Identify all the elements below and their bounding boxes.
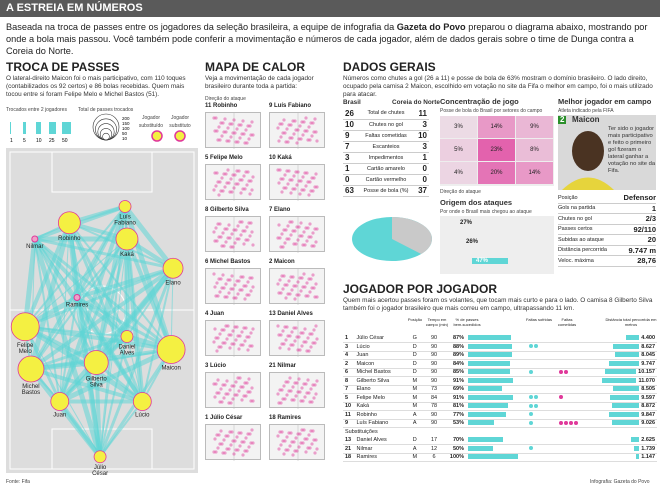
player-label: Alves xyxy=(119,350,135,357)
player-node xyxy=(157,336,185,364)
player-label: Maicon xyxy=(161,365,181,372)
passes-legend xyxy=(6,112,198,146)
legend-total-value: 200 xyxy=(122,116,130,121)
player-node xyxy=(84,351,108,375)
heat-map xyxy=(205,112,261,148)
distance-bar xyxy=(631,437,639,442)
heat-map xyxy=(205,164,261,200)
general-row: 26 Total de chutes 11 xyxy=(345,108,427,118)
legend-total-circle xyxy=(103,133,110,140)
heat-player-label: 4 Juan xyxy=(205,311,225,317)
heat-map xyxy=(269,268,325,304)
heat-map xyxy=(269,320,325,356)
passes-network xyxy=(6,148,198,477)
distance-bar xyxy=(605,369,636,374)
player-node xyxy=(51,393,69,411)
player-node xyxy=(121,331,133,343)
player-row: 2 Maicon D 90 84% 9.747 xyxy=(345,360,655,367)
player-row: 11 Robinho A 90 77% 9.847 xyxy=(345,411,655,418)
best-stats xyxy=(558,193,656,267)
origin-value: 27% xyxy=(460,220,473,226)
player-row: 1 Júlio César G 90 87% 4.400 xyxy=(345,335,655,341)
legend-link-mark xyxy=(36,122,41,134)
distance-bar xyxy=(613,386,639,391)
foul-suffered-dot xyxy=(529,395,533,399)
pass-pct-bar xyxy=(468,369,511,374)
heat-title: MAPA DE CALOR xyxy=(205,60,305,74)
concentration-cell: 23% xyxy=(478,139,515,161)
player-row: 10 Kaká M 78 81% 8.872 xyxy=(345,403,655,410)
heat-text: Veja a movimentação de cada jogador brasileiro durante toda a partida: xyxy=(205,75,314,90)
heat-map xyxy=(269,424,325,460)
concentration-cell: 9% xyxy=(516,116,553,138)
concentration-cell: 20% xyxy=(478,162,515,184)
foul-committed-dot xyxy=(564,370,568,374)
player-row: 13 Daniel Alves D 17 70% 2.625 xyxy=(345,437,655,443)
pass-pct-bar xyxy=(468,386,503,391)
legend-sub-label: Jogador substituído xyxy=(138,115,164,129)
player-node xyxy=(18,356,44,382)
pass-pct-bar xyxy=(468,454,518,459)
concentration-title: Concentração de jogo xyxy=(440,97,519,106)
pass-pct-bar xyxy=(468,378,514,383)
legend-link-value: 50 xyxy=(62,138,68,144)
heat-player-label: 1 Júlio César xyxy=(205,415,243,421)
legend-total-circle xyxy=(93,114,119,140)
passes-title: TROCA DE PASSES xyxy=(6,60,120,74)
origin-title: Origem dos ataques xyxy=(440,198,513,207)
legend-total-circle xyxy=(98,124,114,140)
per-player-header: Distância total percorrida em metros xyxy=(605,317,657,327)
legend-total-value: 50 xyxy=(122,131,128,136)
heat-map xyxy=(269,216,325,252)
foul-suffered-dot xyxy=(529,404,533,408)
foul-suffered-dot xyxy=(529,344,533,348)
heat-map xyxy=(269,164,325,200)
legend-link-value: 10 xyxy=(36,138,42,144)
legend-substitute-icon xyxy=(175,131,185,141)
heat-map xyxy=(269,372,325,408)
heat-player-label: 10 Kaká xyxy=(269,155,292,161)
player-row: 4 Juan D 90 89% 8.045 xyxy=(345,352,655,359)
foul-committed-dot xyxy=(569,421,573,425)
best-stat-row: Veloc. máxima 28,76 xyxy=(558,256,656,266)
passes-pitch xyxy=(6,148,198,477)
origin-value: 47% xyxy=(472,258,508,264)
best-stat-row: Distância percorrida 9.747 m xyxy=(558,245,656,255)
per-player-header: Faltas cometidas xyxy=(557,317,577,327)
heat-direction: Direção do ataque xyxy=(205,96,246,102)
player-label: Fabiano xyxy=(114,220,136,227)
best-stat-row: Gols na partida 1 xyxy=(558,203,656,213)
player-row: 21 Nilmar A 12 50% 1.739 xyxy=(345,445,655,452)
player-label: Elano xyxy=(165,280,181,287)
best-num: 2 xyxy=(560,115,565,124)
player-node xyxy=(163,258,183,278)
general-row: 9 Faltas cometidas 10 xyxy=(345,131,427,140)
general-stats-table xyxy=(343,108,429,197)
player-node xyxy=(58,212,80,234)
foul-suffered-dot xyxy=(534,344,538,348)
player-label: Júlio xyxy=(93,464,107,471)
origin-diagram xyxy=(440,216,554,274)
concentration-cell: 5% xyxy=(440,139,477,161)
foul-suffered-dot xyxy=(534,395,538,399)
best-stat-row: Subidas ao ataque 20 xyxy=(558,235,656,245)
heat-map xyxy=(205,372,261,408)
per-player-headers xyxy=(343,318,657,334)
per-player-table xyxy=(343,334,657,462)
player-node xyxy=(119,201,131,213)
foul-committed-dot xyxy=(559,395,563,399)
player-label: Felipe xyxy=(17,342,34,349)
foul-suffered-dot xyxy=(529,370,533,374)
foul-committed-dot xyxy=(559,370,563,374)
player-row: 6 Michel Bastos D 90 85% 10.157 xyxy=(345,369,655,376)
concentration-cell: 14% xyxy=(516,162,553,184)
player-label: Robinho xyxy=(58,235,81,242)
heat-map xyxy=(269,112,325,148)
heat-map xyxy=(205,424,261,460)
per-player-title: JOGADOR POR JOGADOR xyxy=(343,282,498,296)
foul-committed-dot xyxy=(574,421,578,425)
general-row: 10 Chutes no gol 3 xyxy=(345,120,427,129)
concentration-sub: Posse de bola do Brasil por setores do campo xyxy=(440,108,543,114)
header-bar xyxy=(0,0,660,17)
foul-committed-dot xyxy=(559,421,563,425)
possession-chart xyxy=(348,203,436,263)
distance-bar xyxy=(626,335,640,340)
pass-pct-bar xyxy=(468,335,512,340)
pass-pct-bar xyxy=(468,352,513,357)
legend-total-value: 10 xyxy=(122,136,128,141)
best-sub: Atleta indicado pela FIFA xyxy=(558,108,614,114)
per-player-header: % de passes bem-sucedidos xyxy=(453,317,481,327)
legend-link-mark xyxy=(10,122,11,134)
best-name: Maicon xyxy=(572,115,600,124)
player-label: Silva xyxy=(89,382,103,389)
player-label: Nilmar xyxy=(26,244,44,250)
foul-suffered-dot xyxy=(534,404,538,408)
legend-substituted-icon xyxy=(152,131,162,141)
legend-links-label: Trocados entre 2 jogadores xyxy=(6,107,67,113)
player-node xyxy=(94,451,106,463)
player-node xyxy=(11,313,39,341)
player-label: César xyxy=(92,470,109,477)
heat-player-label: 18 Ramires xyxy=(269,415,302,421)
player-label: Juan xyxy=(53,412,67,419)
legend-link-mark xyxy=(23,122,26,134)
player-node xyxy=(74,295,80,301)
foul-suffered-dot xyxy=(529,421,533,425)
best-title: Melhor jogador em campo xyxy=(558,97,652,106)
per-player-header: Tempo em campo (min) xyxy=(425,317,449,327)
legend-link-mark xyxy=(49,122,56,134)
distance-bar xyxy=(636,454,640,459)
general-row: 7 Escanteios 3 xyxy=(345,142,427,151)
concentration-cell: 3% xyxy=(440,116,477,138)
player-row: 7 Elano M 73 69% 8.505 xyxy=(345,386,655,393)
pass-pct-bar xyxy=(468,403,509,408)
concentration-cell: 14% xyxy=(478,116,515,138)
player-node xyxy=(32,236,38,242)
concentration-dir: Direção do ataque xyxy=(440,189,481,195)
per-player-text: Quem mais acertou passes foram os volantes, que tocam mais curto e para o lado. O camisa 8 Gilberto Silva também foi o jogador brasileiro que mais correu em campo, ultrapassando 11 km. xyxy=(343,297,653,312)
player-row: 8 Gilberto Silva M 90 91% 11.070 xyxy=(345,377,655,384)
heat-player-label: 6 Michel Bastos xyxy=(205,259,251,265)
heat-player-label: 5 Felipe Melo xyxy=(205,155,243,161)
general-title: DADOS GERAIS xyxy=(343,60,436,74)
col-coreia: Coreia do Norte xyxy=(392,99,440,106)
player-label: Luís xyxy=(119,214,131,221)
player-label: Lúcio xyxy=(135,412,150,419)
general-text: Números como chutes a gol (26 a 11) e posse de bola de 63% mostram o domínio brasileiro. O lado direito, ocupado pela camisa 2 Maicon, escolhido em votação no site da Fifa o melhor em campo, foi o mais utilizado para atacar. xyxy=(343,75,653,98)
legend-link-value: 1 xyxy=(10,138,13,144)
distance-bar xyxy=(613,344,639,349)
pass-pct-bar xyxy=(468,395,514,400)
footer-credit: Infografia: Gazeta do Povo xyxy=(590,479,650,485)
distance-bar xyxy=(634,446,639,451)
player-row: 9 Luís Fabiano A 90 53% 9.026 xyxy=(345,420,655,427)
legend-subd-label: Jogador substituto xyxy=(169,115,191,129)
pass-pct-bar xyxy=(468,412,507,417)
origin-sub: Por onde o Brasil mais chegou ao ataque xyxy=(440,209,532,215)
best-text: Ter sido o jogador mais participativo e feito o primeiro gol fizeram o lateral ganhar a votação no site da Fifa. xyxy=(608,126,656,174)
legend-total-label: Total de passes trocados xyxy=(78,107,134,113)
legend-link-value: 25 xyxy=(49,138,55,144)
distance-bar xyxy=(602,378,636,383)
col-brasil: Brasil xyxy=(343,99,361,106)
heat-map xyxy=(205,216,261,252)
best-stat-row: Passes certos 92/110 xyxy=(558,224,656,234)
distance-bar xyxy=(615,352,640,357)
legend-link-value: 5 xyxy=(23,138,26,144)
player-label: Michel xyxy=(22,384,40,390)
heat-player-label: 13 Daniel Alves xyxy=(269,311,313,317)
general-row: 1 Cartão amarelo 0 xyxy=(345,164,427,173)
origin-value: 26% xyxy=(466,239,479,245)
legend-total-circle xyxy=(95,119,116,140)
general-row: 3 Impedimentos 1 xyxy=(345,153,427,162)
player-node xyxy=(133,393,151,411)
player-label: Ramires xyxy=(65,302,89,309)
pass-pct-bar xyxy=(468,344,512,349)
passes-text: O lateral-direito Maicon foi o mais participativo, com 110 toques (contabilizados os 92 certos) e 86 bolas recebidas. Quem mais tocou entre si foram Felipe Melo e Michel Bastos (51). xyxy=(6,75,186,98)
player-row: 18 Ramires M 6 100% 1.147 xyxy=(345,454,655,461)
distance-bar xyxy=(609,361,639,366)
per-player-header: Faltas sofridas xyxy=(525,317,552,322)
player-node xyxy=(116,228,138,250)
footer-source: Fonte: Fifa xyxy=(6,479,30,485)
distance-bar xyxy=(610,395,639,400)
legend-total-value: 150 xyxy=(122,121,130,126)
concentration-grid xyxy=(440,116,554,186)
heat-player-label: 11 Robinho xyxy=(205,103,238,109)
best-stat-row: Posição Defensor xyxy=(558,193,656,203)
subs-title: Substituições xyxy=(345,429,378,435)
intro-text: Baseada na troca de passes entre os jogadores da seleção brasileira, a equipe de infografia da Gazeta do Povo preparou o diagrama abaixo, mostrando por onde a bola mais passou. Você também pode conferir a movimentação e números de cada jogador, além de dados gerais sobre o time de Dunga contra a Coreia do Norte. xyxy=(6,22,648,56)
general-row: 0 Cartão vermelho 0 xyxy=(345,175,427,184)
player-label: Gilberto xyxy=(85,376,107,383)
general-row: 63 Posse de bola (%) 37 xyxy=(345,186,427,195)
pass-pct-bar xyxy=(468,446,493,451)
distance-bar xyxy=(612,403,639,408)
pass-pct-bar xyxy=(468,361,510,366)
legend-total-circle xyxy=(100,128,112,140)
player-row: 5 Felipe Melo M 84 91% 9.597 xyxy=(345,394,655,401)
foul-suffered-dot xyxy=(529,412,533,416)
player-label: Melo xyxy=(18,348,32,355)
heat-player-label: 21 Nilmar xyxy=(269,363,297,369)
player-label: Kaká xyxy=(120,252,134,258)
distance-bar xyxy=(609,412,639,417)
best-stat-row: Chutes no gol 2/3 xyxy=(558,214,656,224)
heat-player-label: 8 Gilberto Silva xyxy=(205,207,249,213)
player-label: Bastos xyxy=(21,390,41,396)
heat-map xyxy=(205,320,261,356)
heat-player-label: 2 Maicon xyxy=(269,259,295,265)
concentration-cell: 4% xyxy=(440,162,477,184)
concentration-cell: 8% xyxy=(516,139,553,161)
legend-link-mark xyxy=(62,122,71,134)
pass-pct-bar xyxy=(468,437,503,442)
distance-bar xyxy=(612,420,640,425)
player-label: Daniel xyxy=(118,344,136,351)
heat-player-label: 7 Elano xyxy=(269,207,291,213)
foul-committed-dot xyxy=(564,421,568,425)
player-row: 3 Lúcio D 90 88% 8.627 xyxy=(345,343,655,350)
heat-player-label: 9 Luís Fabiano xyxy=(269,103,312,109)
heat-player-label: 3 Lúcio xyxy=(205,363,227,369)
per-player-header: Posição xyxy=(407,317,423,322)
header-title: A ESTREIA EM NÚMEROS xyxy=(6,2,143,14)
pass-pct-bar xyxy=(468,420,495,425)
heat-map xyxy=(205,268,261,304)
foul-suffered-dot xyxy=(529,446,533,450)
legend-total-value: 100 xyxy=(122,126,130,131)
